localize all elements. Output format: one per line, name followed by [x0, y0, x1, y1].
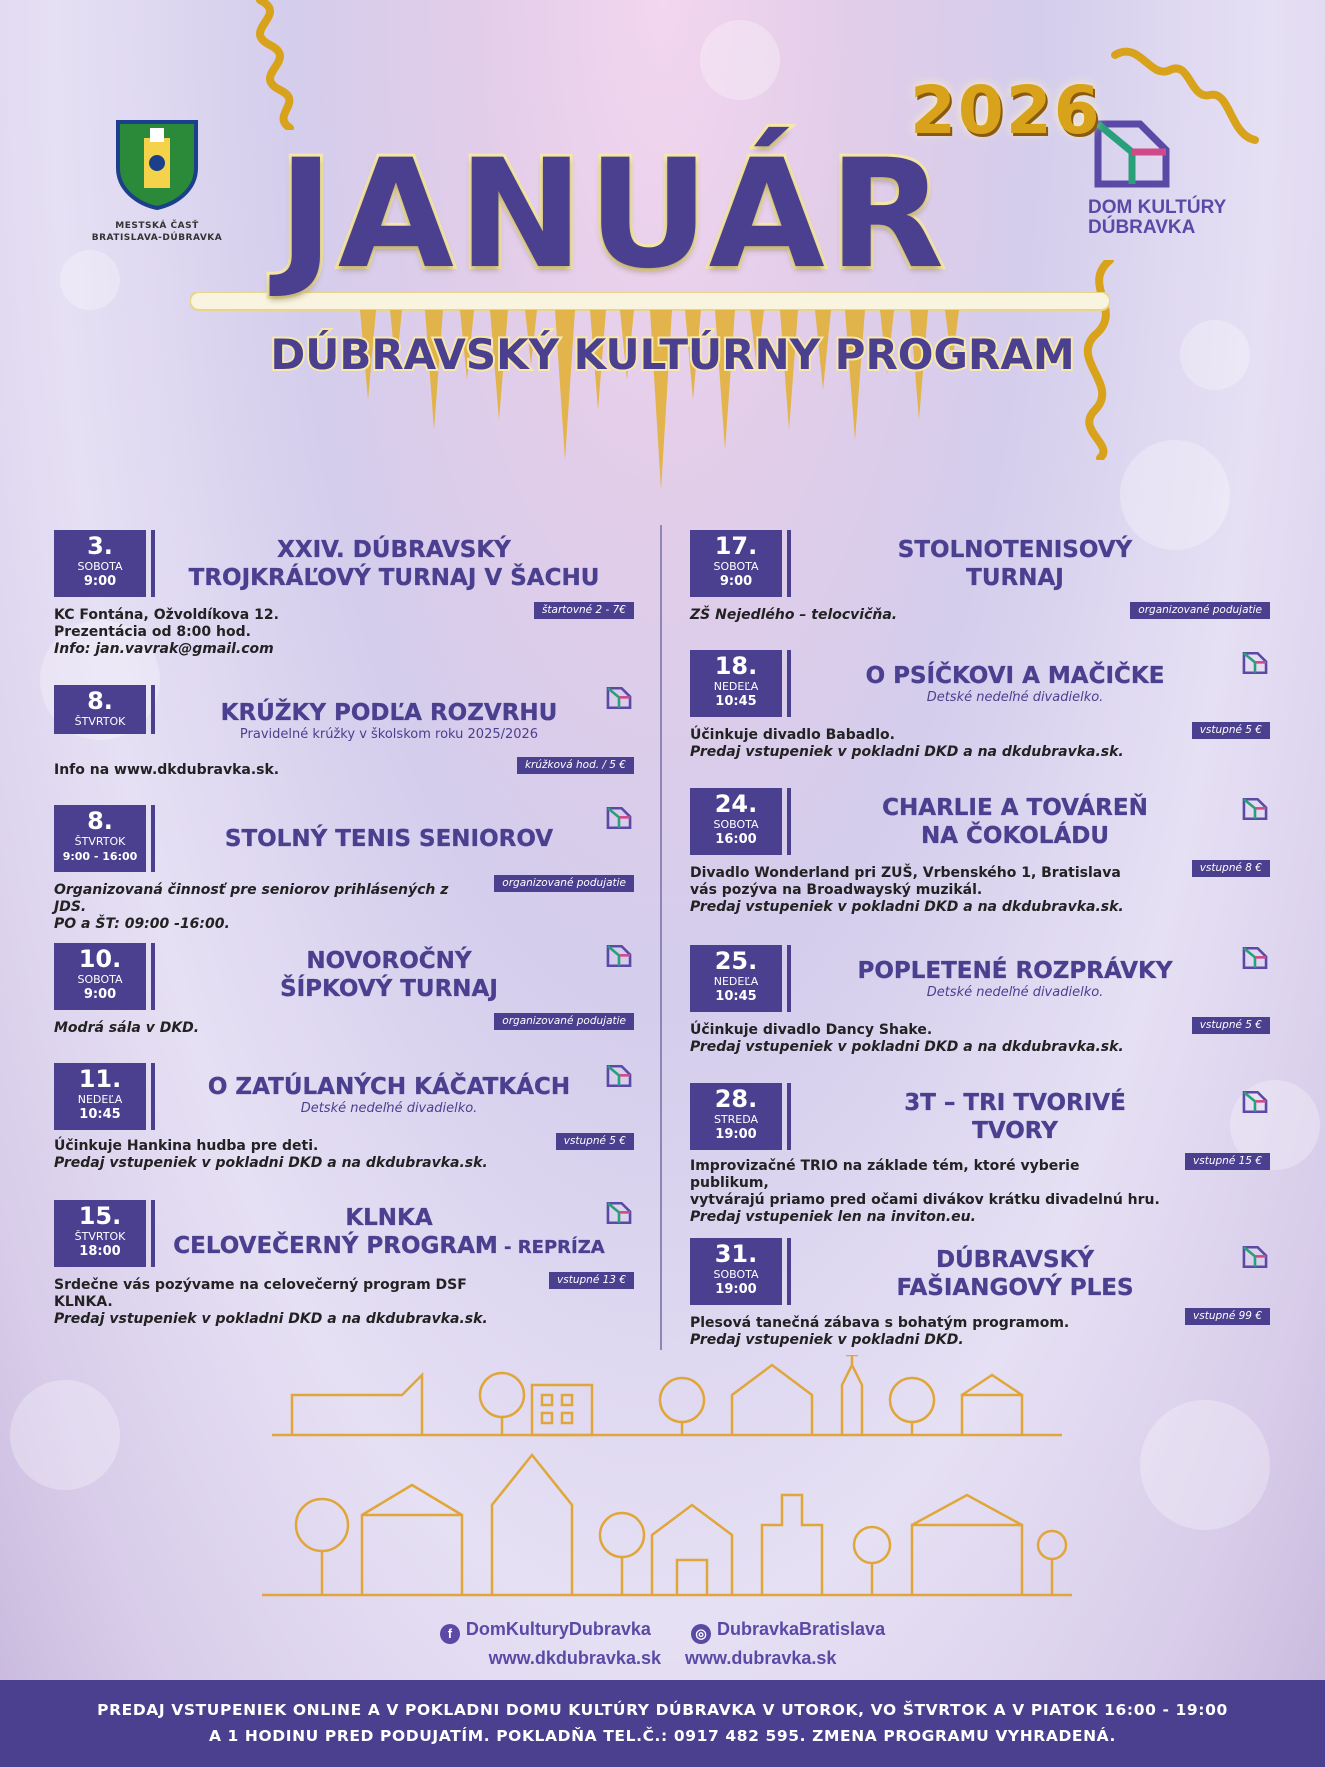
footer-line-2: A 1 HODINU PRED PODUJATÍM. POKLADŇA TEL.Č.: 0917 482 595. ZMENA PROGRAMU VYHRADENÁ. — [208, 1727, 1117, 1745]
date-bar — [151, 943, 155, 1010]
price-badge: vstupné 99 € — [1185, 1308, 1270, 1325]
instagram-icon: ◎ — [691, 1624, 711, 1644]
event-desc-line-2: Predaj vstupeniek v pokladni DKD a na dkdubravka.sk. — [690, 1039, 1124, 1055]
event-desc — [690, 865, 1160, 916]
event-desc-line-1: Organizovaná činnosť pre seniorov prihlásených z JDS. — [54, 882, 449, 915]
event-time: 9:00 — [719, 574, 753, 589]
municipality-crest — [86, 118, 228, 244]
event-title-line-1: DÚBRAVSKÝ — [935, 1247, 1095, 1273]
price-badge: organizované podujatie — [1130, 602, 1270, 619]
event-desc-line-3: Predaj vstupeniek v pokladni DKD a na dkdubravka.sk. — [690, 899, 1124, 915]
event-title-line-2: CELOVEČERNÝ PROGRAM — [173, 1233, 498, 1259]
event-day: 31. — [714, 1240, 758, 1268]
crest-text-1: MESTSKÁ ČASŤ — [115, 221, 199, 231]
event-title — [800, 1246, 1230, 1302]
event-desc-line-2: Predaj vstupeniek v pokladni DKD a na dkdubravka.sk. — [54, 1155, 488, 1171]
event-right-4 — [690, 1083, 1270, 1225]
date-box — [54, 805, 146, 872]
event-desc-line-1: Divadlo Wonderland pri ZUŠ, Vrbenského 1, Bratislava — [690, 865, 1121, 881]
coat-of-arms-icon — [114, 118, 200, 210]
event-left-5 — [54, 1200, 634, 1327]
event-weekday: SOBOTA — [713, 818, 759, 831]
event-title — [164, 825, 614, 853]
event-desc-line-2: vytvárajú priamo pred očami divákov krátku divadelnú hru. — [690, 1192, 1160, 1208]
event-title-line-1: STOLNÝ TENIS SENIOROV — [224, 826, 554, 852]
event-desc-line-1: KC Fontána, Ožvoldíkova 12. — [54, 607, 279, 623]
ribbon-left — [240, 0, 310, 130]
event-title-line-1: XXIV. DÚBRAVSKÝ — [277, 537, 511, 563]
event-weekday: ŠTVRTOK — [74, 835, 126, 848]
website-link-2[interactable]: www.dubravka.sk — [685, 1648, 837, 1668]
event-day: 25. — [714, 947, 758, 975]
event-title — [164, 1204, 614, 1262]
dkd-house-icon — [1242, 1089, 1268, 1115]
date-bar — [787, 1238, 791, 1305]
date-bar — [787, 530, 791, 597]
date-bar — [151, 1063, 155, 1130]
event-left-3 — [54, 943, 634, 1043]
facebook-link[interactable]: DomKulturyDubravka — [465, 1619, 651, 1639]
event-desc-line-3: Predaj vstupeniek len na inviton.eu. — [690, 1209, 976, 1225]
event-title-line-1: 3T – TRI TVORIVÉ — [904, 1090, 1126, 1116]
date-box — [690, 530, 782, 597]
event-day: 17. — [714, 532, 758, 560]
price-badge: vstupné 13 € — [549, 1272, 634, 1289]
event-title — [164, 1073, 614, 1117]
price-badge: vstupné 5 € — [1192, 1017, 1270, 1034]
date-box — [54, 685, 146, 734]
event-right-0 — [690, 530, 1270, 630]
event-title — [164, 536, 624, 592]
event-desc — [54, 1138, 514, 1172]
date-box — [690, 788, 782, 855]
price-badge: vstupné 8 € — [1192, 860, 1270, 877]
event-right-3 — [690, 945, 1270, 1060]
event-desc-line-2: vás pozýva na Broadwayský muzikál. — [690, 882, 983, 898]
event-desc-line-1: Info na www.dkdubravka.sk. — [54, 762, 280, 778]
event-title-line-1: CHARLIE A TOVÁREŇ — [882, 795, 1148, 821]
page-subtitle: DÚBRAVSKÝ KULTÚRNY PROGRAM — [270, 330, 1075, 379]
event-title-line-1: POPLETENÉ ROZPRÁVKY — [857, 958, 1173, 984]
event-desc-line-1: ZŠ Nejedlého – telocvičňa. — [690, 607, 898, 623]
event-desc-line-1: Plesová tanečná zábava s bohatým programom. — [690, 1315, 1070, 1331]
date-box — [54, 1063, 146, 1130]
event-desc-line-1: Modrá sála v DKD. — [54, 1020, 200, 1036]
date-box — [690, 650, 782, 717]
event-subtitle: Detské nedeľné divadielko. — [926, 985, 1104, 1000]
date-bar — [787, 1083, 791, 1150]
event-title-line-1: NOVOROČNÝ — [306, 948, 472, 974]
event-title-line-1: KLNKA — [345, 1205, 433, 1231]
event-left-4 — [54, 1063, 634, 1173]
date-box — [54, 530, 146, 597]
event-time: 10:45 — [79, 1107, 121, 1122]
dkd-logo-text-2: DÚBRAVKA — [1088, 217, 1196, 238]
event-title — [800, 662, 1230, 706]
price-badge: vstupné 5 € — [1192, 722, 1270, 739]
dkd-logo-text-1: DOM KULTÚRY — [1088, 197, 1227, 218]
dkd-house-icon — [1242, 1244, 1268, 1270]
event-day: 10. — [78, 945, 122, 973]
event-day: 15. — [78, 1202, 122, 1230]
date-box — [690, 1238, 782, 1305]
event-desc-line-1: Účinkuje divadlo Babadlo. — [690, 727, 895, 743]
event-subtitle: Detské nedeľné divadielko. — [300, 1101, 478, 1116]
event-time: 10:45 — [715, 989, 757, 1004]
event-weekday: NEDEĽA — [713, 680, 759, 693]
price-badge: vstupné 15 € — [1185, 1153, 1270, 1170]
price-badge: vstupné 5 € — [556, 1133, 634, 1150]
date-box — [54, 1200, 146, 1267]
event-day: 11. — [78, 1065, 122, 1093]
event-time: 19:00 — [715, 1282, 757, 1297]
event-title — [800, 957, 1230, 1001]
event-weekday: STREDA — [713, 1113, 759, 1126]
dkd-logo — [1088, 118, 1248, 238]
price-badge: štartovné 2 - 7€ — [534, 602, 634, 619]
date-bar — [787, 788, 791, 855]
price-badge: krúžková hod. / 5 € — [517, 757, 634, 774]
event-title-line-2: TROJKRÁĽOVÝ TURNAJ V ŠACHU — [188, 565, 600, 591]
year: 2026 — [910, 72, 1102, 149]
event-desc-line-2: Predaj vstupeniek v pokladni DKD a na dkdubravka.sk. — [690, 744, 1124, 760]
event-subtitle: Detské nedeľné divadielko. — [926, 690, 1104, 705]
event-desc — [54, 607, 504, 658]
event-title — [800, 794, 1230, 850]
event-title-line-2: TURNAJ — [966, 565, 1064, 591]
footer-bar — [0, 1680, 1325, 1767]
event-day: 8. — [87, 687, 113, 715]
event-day: 18. — [714, 652, 758, 680]
dkd-house-icon — [1242, 796, 1268, 822]
event-time: 10:45 — [715, 694, 757, 709]
price-badge: organizované podujatie — [494, 875, 634, 892]
event-weekday: NEDEĽA — [77, 1093, 123, 1106]
date-box — [690, 945, 782, 1012]
date-bar — [151, 685, 155, 734]
event-desc — [54, 1020, 474, 1037]
event-desc — [690, 1315, 1160, 1349]
event-desc-line-3: Info: jan.vavrak@gmail.com — [54, 641, 274, 657]
event-time: 16:00 — [715, 832, 757, 847]
event-title — [800, 536, 1230, 592]
event-title-line-2: TVORY — [972, 1118, 1058, 1144]
event-title — [164, 699, 614, 743]
event-right-1 — [690, 650, 1270, 765]
event-desc-line-1: Účinkuje divadlo Dancy Shake. — [690, 1022, 933, 1038]
date-bar — [787, 650, 791, 717]
date-bar — [151, 530, 155, 597]
event-time: 18:00 — [79, 1244, 121, 1259]
column-divider — [660, 525, 662, 1350]
event-title-line-2: NA ČOKOLÁDU — [920, 823, 1110, 849]
event-title-line-1: KRÚŽKY PODĽA ROZVRHU — [220, 700, 558, 726]
footer-line-1: PREDAJ VSTUPENIEK ONLINE A V POKLADNI DOMU KULTÚRY DÚBRAVKA V UTOROK, VO ŠTVRTOK A V PIATOK 16:00 - 19:00 — [97, 1701, 1228, 1719]
event-weekday: SOBOTA — [713, 1268, 759, 1281]
event-right-5 — [690, 1238, 1270, 1353]
date-box — [690, 1083, 782, 1150]
event-left-0 — [54, 530, 634, 665]
event-title — [800, 1089, 1230, 1145]
event-left-1 — [54, 685, 634, 778]
event-time: 19:00 — [715, 1127, 757, 1142]
event-desc-line-2: Prezentácia od 8:00 hod. — [54, 624, 251, 640]
event-desc — [54, 762, 474, 779]
event-weekday: SOBOTA — [77, 560, 123, 573]
event-weekday: ŠTVRTOK — [74, 1230, 126, 1243]
event-title — [164, 947, 614, 1003]
event-desc-line-1: Srdečne vás pozývame na celovečerný program DSF KLNKA. — [54, 1277, 467, 1310]
event-time: 9:00 — [83, 987, 117, 1002]
event-time: 9:00 — [83, 574, 117, 589]
event-desc-line-1: Účinkuje Hankina hudba pre deti. — [54, 1138, 319, 1154]
event-desc — [54, 1277, 524, 1328]
dkd-house-icon — [1242, 650, 1268, 676]
event-right-2 — [690, 788, 1270, 923]
price-badge: organizované podujatie — [494, 1013, 634, 1030]
event-day: 8. — [87, 807, 113, 835]
date-bar — [151, 805, 155, 872]
event-title-line-1: STOLNOTENISOVÝ — [897, 537, 1133, 563]
event-left-2 — [54, 805, 634, 932]
instagram-link[interactable]: DubravkaBratislava — [716, 1619, 886, 1639]
dkd-house-icon — [1092, 118, 1172, 190]
event-weekday: NEDEĽA — [713, 975, 759, 988]
event-desc-line-2: PO a ŠT: 09:00 -16:00. — [54, 916, 230, 932]
event-desc — [690, 1022, 1160, 1056]
event-day: 24. — [714, 790, 758, 818]
footer-social — [0, 1615, 1325, 1672]
event-day: 3. — [87, 532, 113, 560]
event-desc — [54, 882, 474, 933]
crest-text-2: BRATISLAVA-DÚBRAVKA — [91, 233, 223, 243]
event-weekday: SOBOTA — [77, 973, 123, 986]
date-bar — [787, 945, 791, 1012]
event-desc — [690, 607, 1110, 624]
event-subtitle: Pravidelné krúžky v školskom roku 2025/2026 — [239, 727, 539, 742]
event-title-line-1: O PSÍČKOVI A MAČIČKE — [865, 663, 1165, 689]
town-illustration — [262, 1355, 1072, 1605]
event-title-suffix: - REPRÍZA — [497, 1237, 605, 1258]
event-day: 28. — [714, 1085, 758, 1113]
website-link-1[interactable]: www.dkdubravka.sk — [488, 1648, 661, 1668]
event-title-line-2: FAŠIANGOVÝ PLES — [896, 1275, 1134, 1301]
event-desc — [690, 727, 1160, 761]
event-desc-line-2: Predaj vstupeniek v pokladni DKD. — [690, 1332, 964, 1348]
event-title-line-2: ŠÍPKOVÝ TURNAJ — [280, 976, 498, 1002]
event-desc-line-1: Improvizačné TRIO na základe tém, ktoré vyberie publikum, — [690, 1158, 1080, 1191]
facebook-icon: f — [440, 1624, 460, 1644]
event-time: 9:00 - 16:00 — [62, 850, 138, 863]
event-weekday: ŠTVRTOK — [74, 715, 126, 728]
event-desc — [690, 1158, 1160, 1226]
event-desc-line-2: Predaj vstupeniek v pokladni DKD a na dkdubravka.sk. — [54, 1311, 488, 1327]
page-title: JANUÁR — [278, 128, 949, 302]
icicles — [190, 292, 1110, 512]
date-box — [54, 943, 146, 1010]
event-weekday: SOBOTA — [713, 560, 759, 573]
dkd-house-icon — [1242, 945, 1268, 971]
event-title-line-1: O ZATÚLANÝCH KÁČATKÁCH — [207, 1074, 571, 1100]
date-bar — [151, 1200, 155, 1267]
